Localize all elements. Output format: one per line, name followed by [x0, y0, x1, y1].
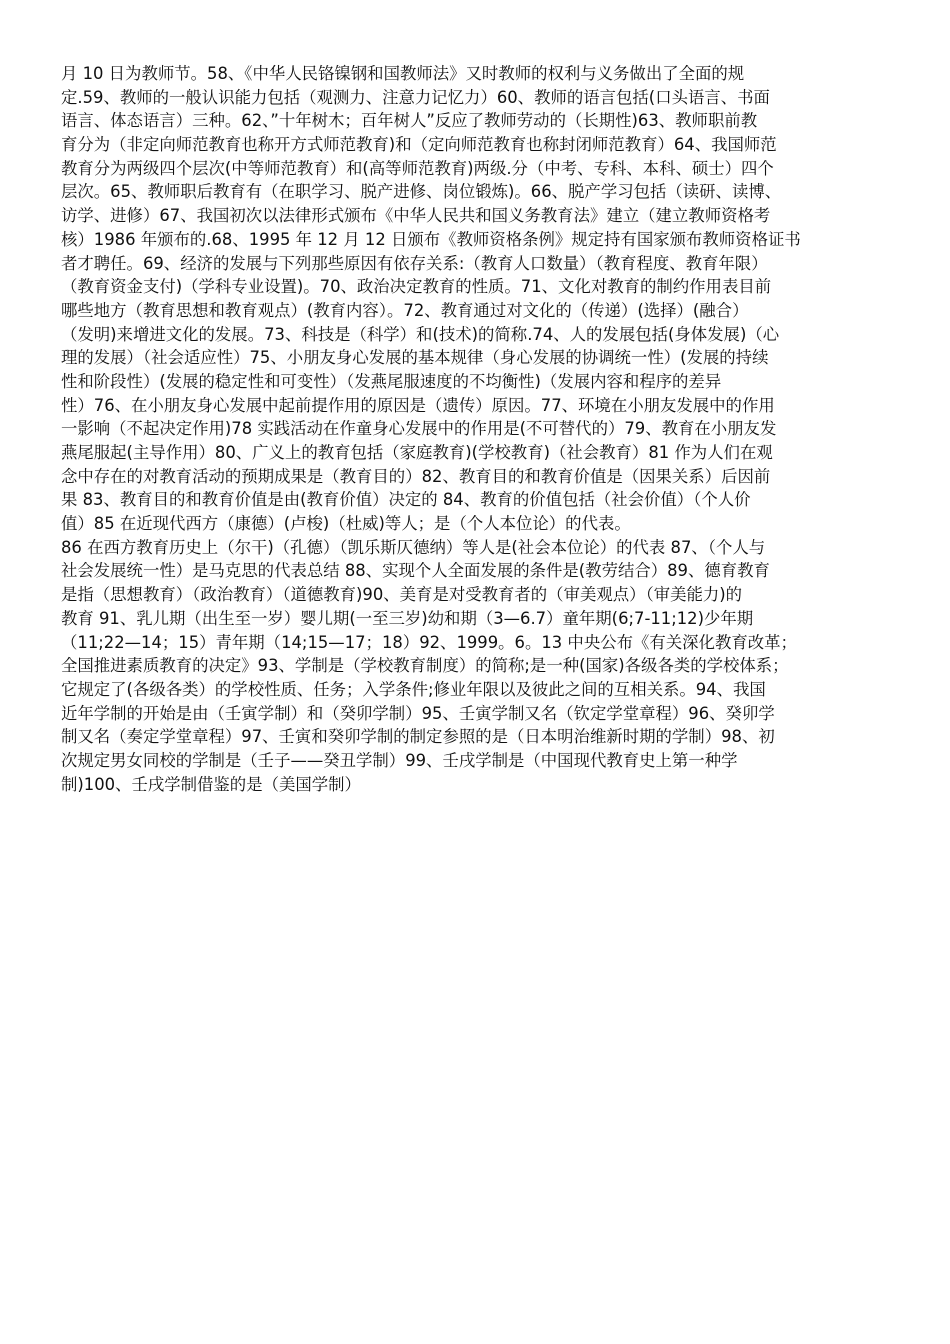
text-line: 访学、进修）67、我国初次以法律形式颁布《中华人民共和国义务教育法》建立（建立教师资格考 — [61, 206, 771, 226]
text-line: 者才聘任。69、经济的发展与下列那些原因有依存关系:（教育人口数量）（教育程度、教育年限） — [61, 253, 768, 273]
text-line: 全国推进素质教育的决定》93、学制是（学校教育制度）的简称;是一种(国家)各级各类的学校体系； — [61, 656, 789, 676]
text-line: 近年学制的开始是由（壬寅学制）和（癸卯学制）95、壬寅学制又名（钦定学堂章程）96、癸卯学 — [61, 703, 775, 723]
document-body — [61, 62, 891, 796]
text-line: 性和阶段性）(发展的稳定性和可变性）（发燕尾服速度的不均衡性)（发展内容和程序的差异 — [61, 371, 722, 391]
text-line: 哪些地方（教育思想和教育观点）(教育内容）。72、教育通过对文化的（传递）(选择）(融合） — [61, 300, 749, 320]
text-line: 它规定了(各级各类）的学校性质、任务；入学条件;修业年限以及彼此之间的互相关系。94、我国 — [61, 679, 766, 699]
text-line: 一影响（不起决定作用)78 实践活动在作童身心发展中的作用是(不可替代的）79、教育在小朋友发 — [61, 419, 777, 439]
text-line: 性）76、在小朋友身心发展中起前提作用的原因是（遗传）原因。77、环境在小朋友发展中的作用 — [61, 395, 775, 415]
text-line: 念中存在的对教育活动的预期成果是（教育目的）82、教育目的和教育价值是（因果关系）后因前 — [61, 466, 771, 486]
text-line: 教育分为两级四个层次(中等师范教育）和(高等师范教育)两级.分（中考、专科、本科、硕士）四个 — [61, 158, 774, 178]
text-line: 教育 91、乳儿期（出生至一岁）婴儿期(一至三岁)幼和期（3—6.7）童年期(6;7-11;12)少年期 — [61, 608, 754, 628]
text-line: 育分为（非定向师范教育也称开方式师范教育)和（定向师范教育也称封闭师范教育）64、我国师范 — [61, 135, 777, 155]
text-line: 月 10 日为教师节。58、《中华人民铬镍钢和国教师法》又时教师的权利与义务做出了全面的规 — [61, 64, 745, 83]
text-line: 制又名（奏定学堂章程）97、壬寅和癸卯学制的制定参照的是（日本明治维新时期的学制）98、初 — [61, 727, 775, 747]
text-line: 社会发展统一性）是马克思的代表总结 88、实现个人全面发展的条件是(教劳结合）89、德育教育 — [61, 561, 770, 581]
text-line: （发明)来增进文化的发展。73、科技是（科学）和(技术)的简称.74、人的发展包括(身体发展)（心 — [61, 324, 780, 344]
text-line: 是指（思想教育）（政治教育）（道德教育)90、美育是对受教育者的（审美观点）（审美能力)的 — [61, 585, 743, 605]
text-line: 86 在西方教育历史上（尔干)（孔德）（凯乐斯仄德纳）等人是(社会本位论）的代表 87、（个人与 — [61, 537, 766, 557]
text-line: （11;22—14；15）青年期（14;15—17；18）92、1999。6。13 中央公布《有关深化教育改革； — [61, 632, 797, 652]
text-line: 制)100、壬戌学制借鉴的是（美国学制） — [61, 774, 361, 794]
text-line: （教育资金支付)（学科专业设置)。70、政治决定教育的性质。71、文化对教育的制约作用表目前 — [61, 277, 772, 297]
text-line: 定.59、教师的一般认识能力包括（观测力、注意力记忆力）60、教师的语言包括(口头语言、书面 — [61, 87, 770, 107]
text-line: 次规定男女同校的学制是（壬子——癸丑学制）99、壬戌学制是（中国现代教育史上第一种学 — [61, 750, 738, 770]
text-line: 语言、体态语言）三种。62、”十年树木；百年树人”反应了教师劳动的（长期性)63、教师职前教 — [61, 111, 758, 131]
text-line: 燕尾服起(主导作用）80、广义上的教育包括（家庭教育)(学校教育)（社会教育）81 作为人们在观 — [61, 443, 773, 462]
text-line: 值）85 在近现代西方（康德）(卢梭)（杜威)等人；是（个人本位论）的代表。 — [61, 514, 631, 534]
text-line: 果 83、教育目的和教育价值是由(教育价值）决定的 84、教育的价值包括（社会价值）（个人价 — [61, 490, 751, 510]
text-line: 层次。65、教师职后教育有（在职学习、脱产进修、岗位锻炼)。66、脱产学习包括（读研、读博、 — [61, 182, 782, 202]
text-line: 核）1986 年颁布的.68、1995 年 12 月 12 日颁布《教师资格条例》规定持有国家颁布教师资格证书 — [61, 229, 801, 249]
text-line: 理的发展）（社会适应性）75、小朋友身心发展的基本规律（身心发展的协调统一性）(发展的持续 — [61, 348, 769, 368]
